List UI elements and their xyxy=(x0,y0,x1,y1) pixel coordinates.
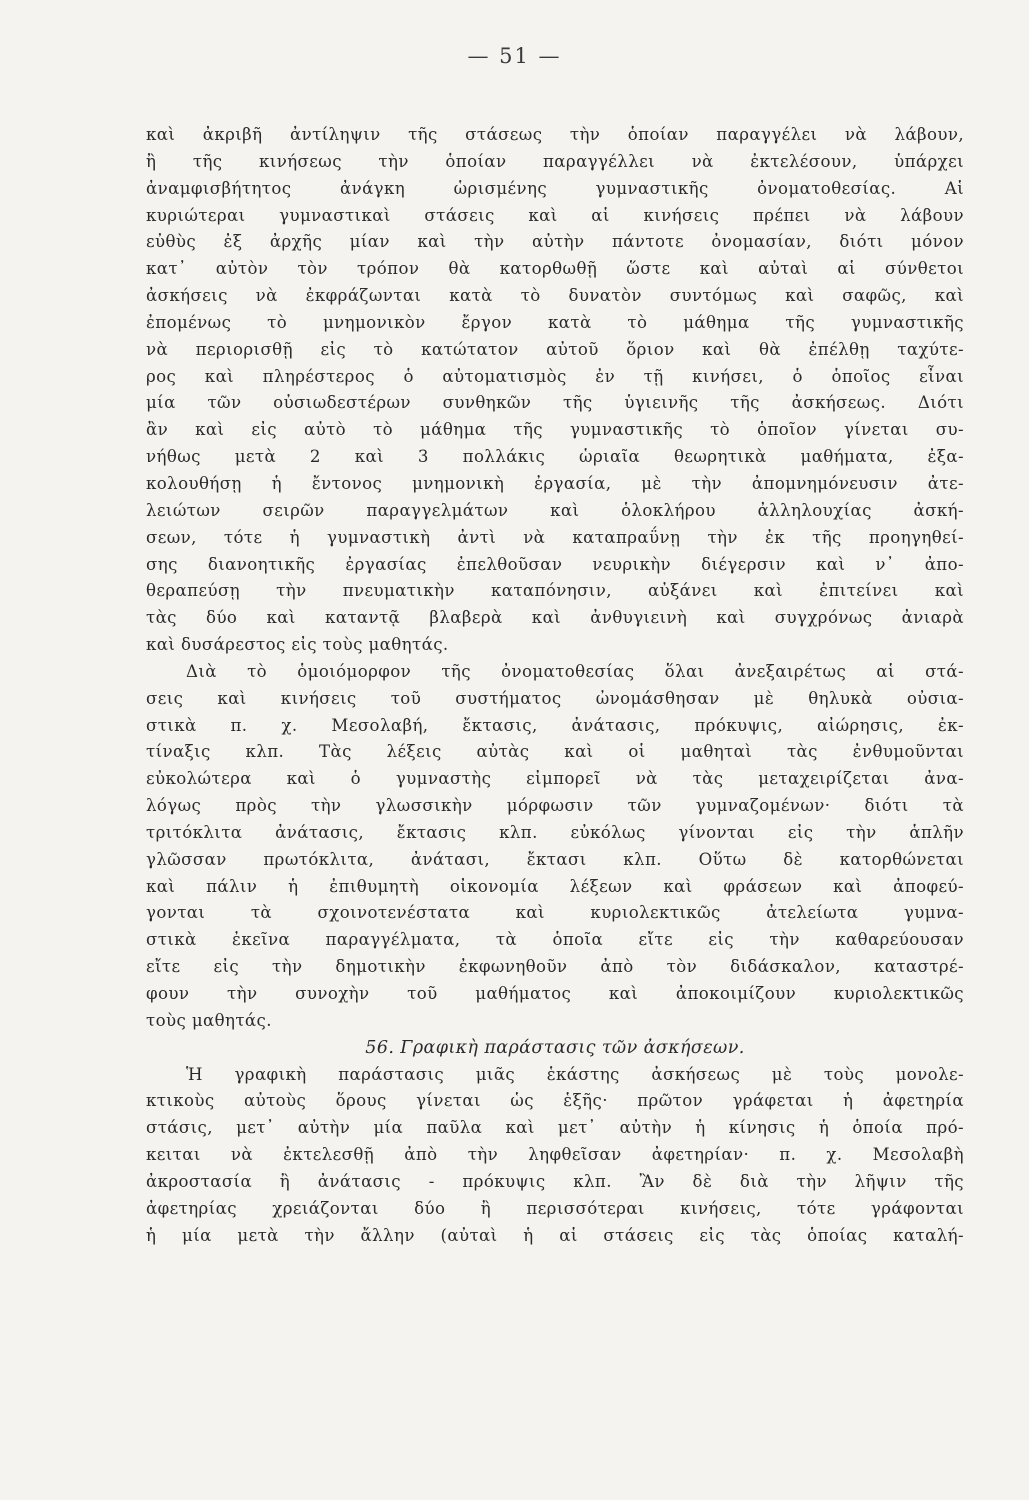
paragraph-end-line: τοὺς μαθητάς. xyxy=(146,1010,272,1030)
text-line: γονται τὰ σχοινοτενέστατα καὶ κυριολεκτικῶς ἀτελείωτα γυμνα- xyxy=(146,903,964,923)
text-line: ἀσκήσεις νὰ ἐκφράζωνται κατὰ τὸ δυνατὸν συντόμως καὶ σαφῶς, καὶ xyxy=(146,286,964,306)
text-line: ἡ μία μετὰ τὴν ἄλλην (αὐταὶ ἡ αἱ στάσεις εἰς τὰς ὁποίας καταλή- xyxy=(146,1225,964,1245)
section-heading: 56. Γραφικὴ παράστασις τῶν ἀσκήσεων. xyxy=(365,1037,745,1058)
text-line: εὐκολώτερα καὶ ὁ γυμναστὴς εἰμπορεῖ νὰ τὰς μεταχειρίζεται ἀνα- xyxy=(146,769,964,789)
text-line: στικὰ ἐκεῖνα παραγγέλματα, τὰ ὁποῖα εἴτε εἰς τὴν καθαρεύουσαν xyxy=(146,930,964,950)
text-line: εὐθὺς ἐξ ἀρχῆς μίαν καὶ τὴν αὐτὴν πάντοτε ὀνομασίαν, διότι μόνον xyxy=(146,232,964,252)
text-line: ἀναμφισβήτητος ἀνάγκη ὡρισμένης γυμναστικῆς ὀνοματοθεσίας. Αἱ xyxy=(146,178,964,198)
text-line: τριτόκλιτα ἀνάτασις, ἔκτασις κλπ. εὐκόλως γίνονται εἰς τὴν ἁπλῆν xyxy=(146,822,964,842)
text-line: κειται νὰ ἐκτελεσθῇ ἀπὸ τὴν ληφθεῖσαν ἀφετηρίαν· π. χ. Μεσολαβὴ xyxy=(146,1145,964,1165)
text-line: καὶ πάλιν ἡ ἐπιθυμητὴ οἰκονομία λέξεων καὶ φράσεων καὶ ἀποφεύ- xyxy=(146,876,964,896)
body-text xyxy=(146,122,964,1249)
text-line: σεων, τότε ἡ γυμναστικὴ ἀντὶ νὰ καταπραΰνῃ τὴν ἐκ τῆς προηγηθεί- xyxy=(146,527,964,547)
text-line: ἐπομένως τὸ μνημονικὸν ἔργον κατὰ τὸ μάθημα τῆς γυμναστικῆς xyxy=(146,312,964,332)
text-line: σεις καὶ κινήσεις τοῦ συστήματος ὠνομάσθησαν μὲ θηλυκὰ οὐσια- xyxy=(146,688,964,708)
text-line: τίναξις κλπ. Τὰς λέξεις αὐτὰς καὶ οἱ μαθηταὶ τὰς ἐνθυμοῦνται xyxy=(146,742,964,762)
text-line: γλῶσσαν πρωτόκλιτα, ἀνάτασι, ἔκτασι κλπ. Οὕτω δὲ κατορθώνεται xyxy=(146,849,964,869)
text-line: κυριώτεραι γυμναστικαὶ στάσεις καὶ αἱ κινήσεις πρέπει νὰ λάβουν xyxy=(146,205,964,225)
text-line: ἀκροστασία ἢ ἀνάτασις - πρόκυψις κλπ. Ἂν δὲ διὰ τὴν λῆψιν τῆς xyxy=(146,1171,964,1191)
text-line: ἢ τῆς κινήσεως τὴν ὁποίαν παραγγέλλει νὰ ἐκτελέσουν, ὑπάρχει xyxy=(146,151,964,171)
text-line: κτικοὺς αὐτοὺς ὅρους γίνεται ὡς ἑξῆς· πρῶτον γράφεται ἡ ἀφετηρία xyxy=(146,1091,964,1111)
text-line: καὶ ἀκριβῆ ἀντίληψιν τῆς στάσεως τὴν ὁποίαν παραγγέλει νὰ λάβουν, xyxy=(146,125,964,144)
text-line: ἀφετηρίας χρειάζονται δύο ἢ περισσότεραι κινήσεις, τότε γράφονται xyxy=(146,1198,964,1218)
text-line: κατ᾿ αὐτὸν τὸν τρόπον θὰ κατορθωθῇ ὥστε καὶ αὐταὶ αἱ σύνθετοι xyxy=(146,259,964,279)
paragraph-start-line: Διὰ τὸ ὁμοιόμορφον τῆς ὀνοματοθεσίας ὅλαι ἀνεξαιρέτως αἱ στά- xyxy=(186,661,964,681)
text-line: εἴτε εἰς τὴν δημοτικὴν ἐκφωνηθοῦν ἀπὸ τὸν διδάσκαλον, καταστρέ- xyxy=(146,957,964,977)
text-line: ἂν καὶ εἰς αὐτὸ τὸ μάθημα τῆς γυμναστικῆς τὸ ὁποῖον γίνεται συ- xyxy=(146,420,964,440)
text-line: λειώτων σειρῶν παραγγελμάτων καὶ ὁλοκλήρου ἀλληλουχίας ἀσκή- xyxy=(146,500,964,520)
text-line: τὰς δύο καὶ καταντᾷ βλαβερὰ καὶ ἀνθυγιεινὴ καὶ συγχρόνως ἀνιαρὰ xyxy=(146,608,964,628)
text-line: λόγως πρὸς τὴν γλωσσικὴν μόρφωσιν τῶν γυμναζομένων· διότι τὰ xyxy=(146,796,964,816)
text-line: στάσις, μετ᾿ αὐτὴν μία παῦλα καὶ μετ᾿ αὐτὴν ἡ κίνησις ἡ ὁποία πρό- xyxy=(146,1118,964,1138)
text-line: μία τῶν οὐσιωδεστέρων συνθηκῶν τῆς ὑγιεινῆς τῆς ἀσκήσεως. Διότι xyxy=(146,393,964,413)
text-line: σης διανοητικῆς ἐργασίας ἐπελθοῦσαν νευρικὴν διέγερσιν καὶ ν᾿ ἀπο- xyxy=(146,554,964,574)
text-line: κολουθήσῃ ἡ ἔντονος μνημονικὴ ἐργασία, μὲ τὴν ἀπομνημόνευσιν ἀτε- xyxy=(146,473,964,493)
text-line: νὰ περιορισθῇ εἰς τὸ κατώτατον αὐτοῦ ὅριον καὶ θὰ ἐπέλθῃ ταχύτε- xyxy=(146,339,964,359)
paragraph-end-line: καὶ δυσάρεστος εἰς τοὺς μαθητάς. xyxy=(146,635,449,655)
text-line: νήθως μετὰ 2 καὶ 3 πολλάκις ὡριαῖα θεωρητικὰ μαθήματα, ἐξα- xyxy=(146,447,964,467)
paragraph-start-line: Ἡ γραφικὴ παράστασις μιᾶς ἑκάστης ἀσκήσεως μὲ τοὺς μονολε- xyxy=(186,1064,964,1084)
text-line: ρος καὶ πληρέστερος ὁ αὐτοματισμὸς ἐν τῇ κινήσει, ὁ ὁποῖος εἶναι xyxy=(146,366,964,386)
page-number: — 51 — xyxy=(467,44,562,68)
text-line: στικὰ π. χ. Μεσολαβή, ἔκτασις, ἀνάτασις, πρόκυψις, αἰώρησις, ἐκ- xyxy=(146,715,964,735)
text-line: θεραπεύσῃ τὴν πνευματικὴν καταπόνησιν, αὐξάνει καὶ ἐπιτείνει καὶ xyxy=(146,581,964,601)
text-line: φουν τὴν συνοχὴν τοῦ μαθήματος καὶ ἀποκοιμίζουν κυριολεκτικῶς xyxy=(146,984,964,1003)
